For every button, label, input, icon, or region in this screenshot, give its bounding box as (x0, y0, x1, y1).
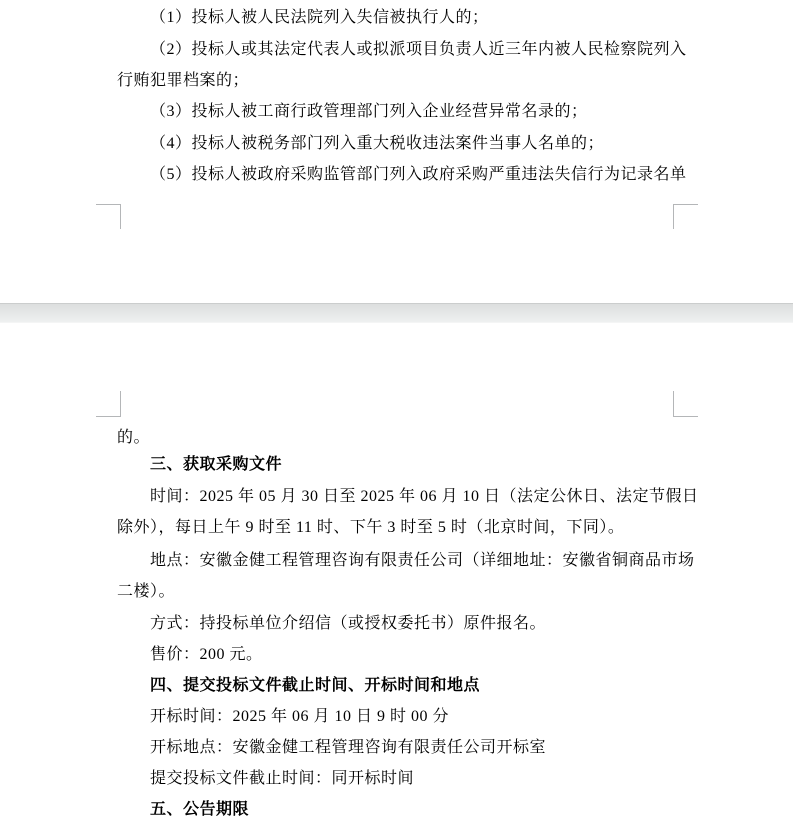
list-item-4: （4）投标人被税务部门列入重大税收违法案件当事人名单的； (150, 135, 605, 152)
text-boundary-mark-bottom-right (673, 204, 698, 229)
para-bid-opening-location: 开标地点：安徽金健工程管理咨询有限责任公司开标室 (150, 739, 547, 756)
list-item-3: （3）投标人被工商行政管理部门列入企业经营异常名录的； (150, 103, 588, 120)
list-item-2-cont: 行贿犯罪档案的； (117, 72, 250, 89)
para-method: 方式：持投标单位介绍信（或授权委托书）原件报名。 (150, 615, 547, 632)
page-2 (0, 323, 793, 821)
list-item-2: （2）投标人或其法定代表人或拟派项目负责人近三年内被人民检察院列入 (150, 41, 687, 58)
paragraph-continuation: 的。 (117, 429, 151, 446)
para-location: 地点：安徽金健工程管理咨询有限责任公司（详细地址：安徽省铜商品市场 (150, 552, 695, 569)
text-boundary-mark-top-left (96, 391, 121, 417)
para-location-cont: 二楼）。 (117, 583, 176, 600)
heading-section-3: 三、获取采购文件 (150, 456, 283, 473)
list-item-1: （1）投标人被人民法院列入失信被执行人的； (150, 9, 489, 26)
heading-section-4: 四、提交投标文件截止时间、开标时间和地点 (150, 677, 481, 694)
text-boundary-mark-top-right (673, 391, 698, 417)
para-bid-opening-time: 开标时间：2025 年 06 月 10 日 9 时 00 分 (150, 708, 450, 725)
para-price: 售价：200 元。 (150, 646, 263, 663)
heading-section-5: 五、公告期限 (150, 801, 250, 818)
para-time: 时间：2025 年 05 月 30 日至 2025 年 06 月 10 日（法定公休日、法定节假日 (150, 488, 699, 505)
page-gap (0, 303, 793, 323)
para-time-cont: 除外），每日上午 9 时至 11 时、下午 3 时至 5 时（北京时间，下同）。 (117, 519, 625, 536)
page-1 (0, 0, 793, 303)
para-submission-deadline: 提交投标文件截止时间：同开标时间 (150, 770, 415, 787)
text-boundary-mark-bottom-left (96, 204, 121, 229)
list-item-5: （5）投标人被政府采购监管部门列入政府采购严重违法失信行为记录名单 (150, 166, 687, 183)
